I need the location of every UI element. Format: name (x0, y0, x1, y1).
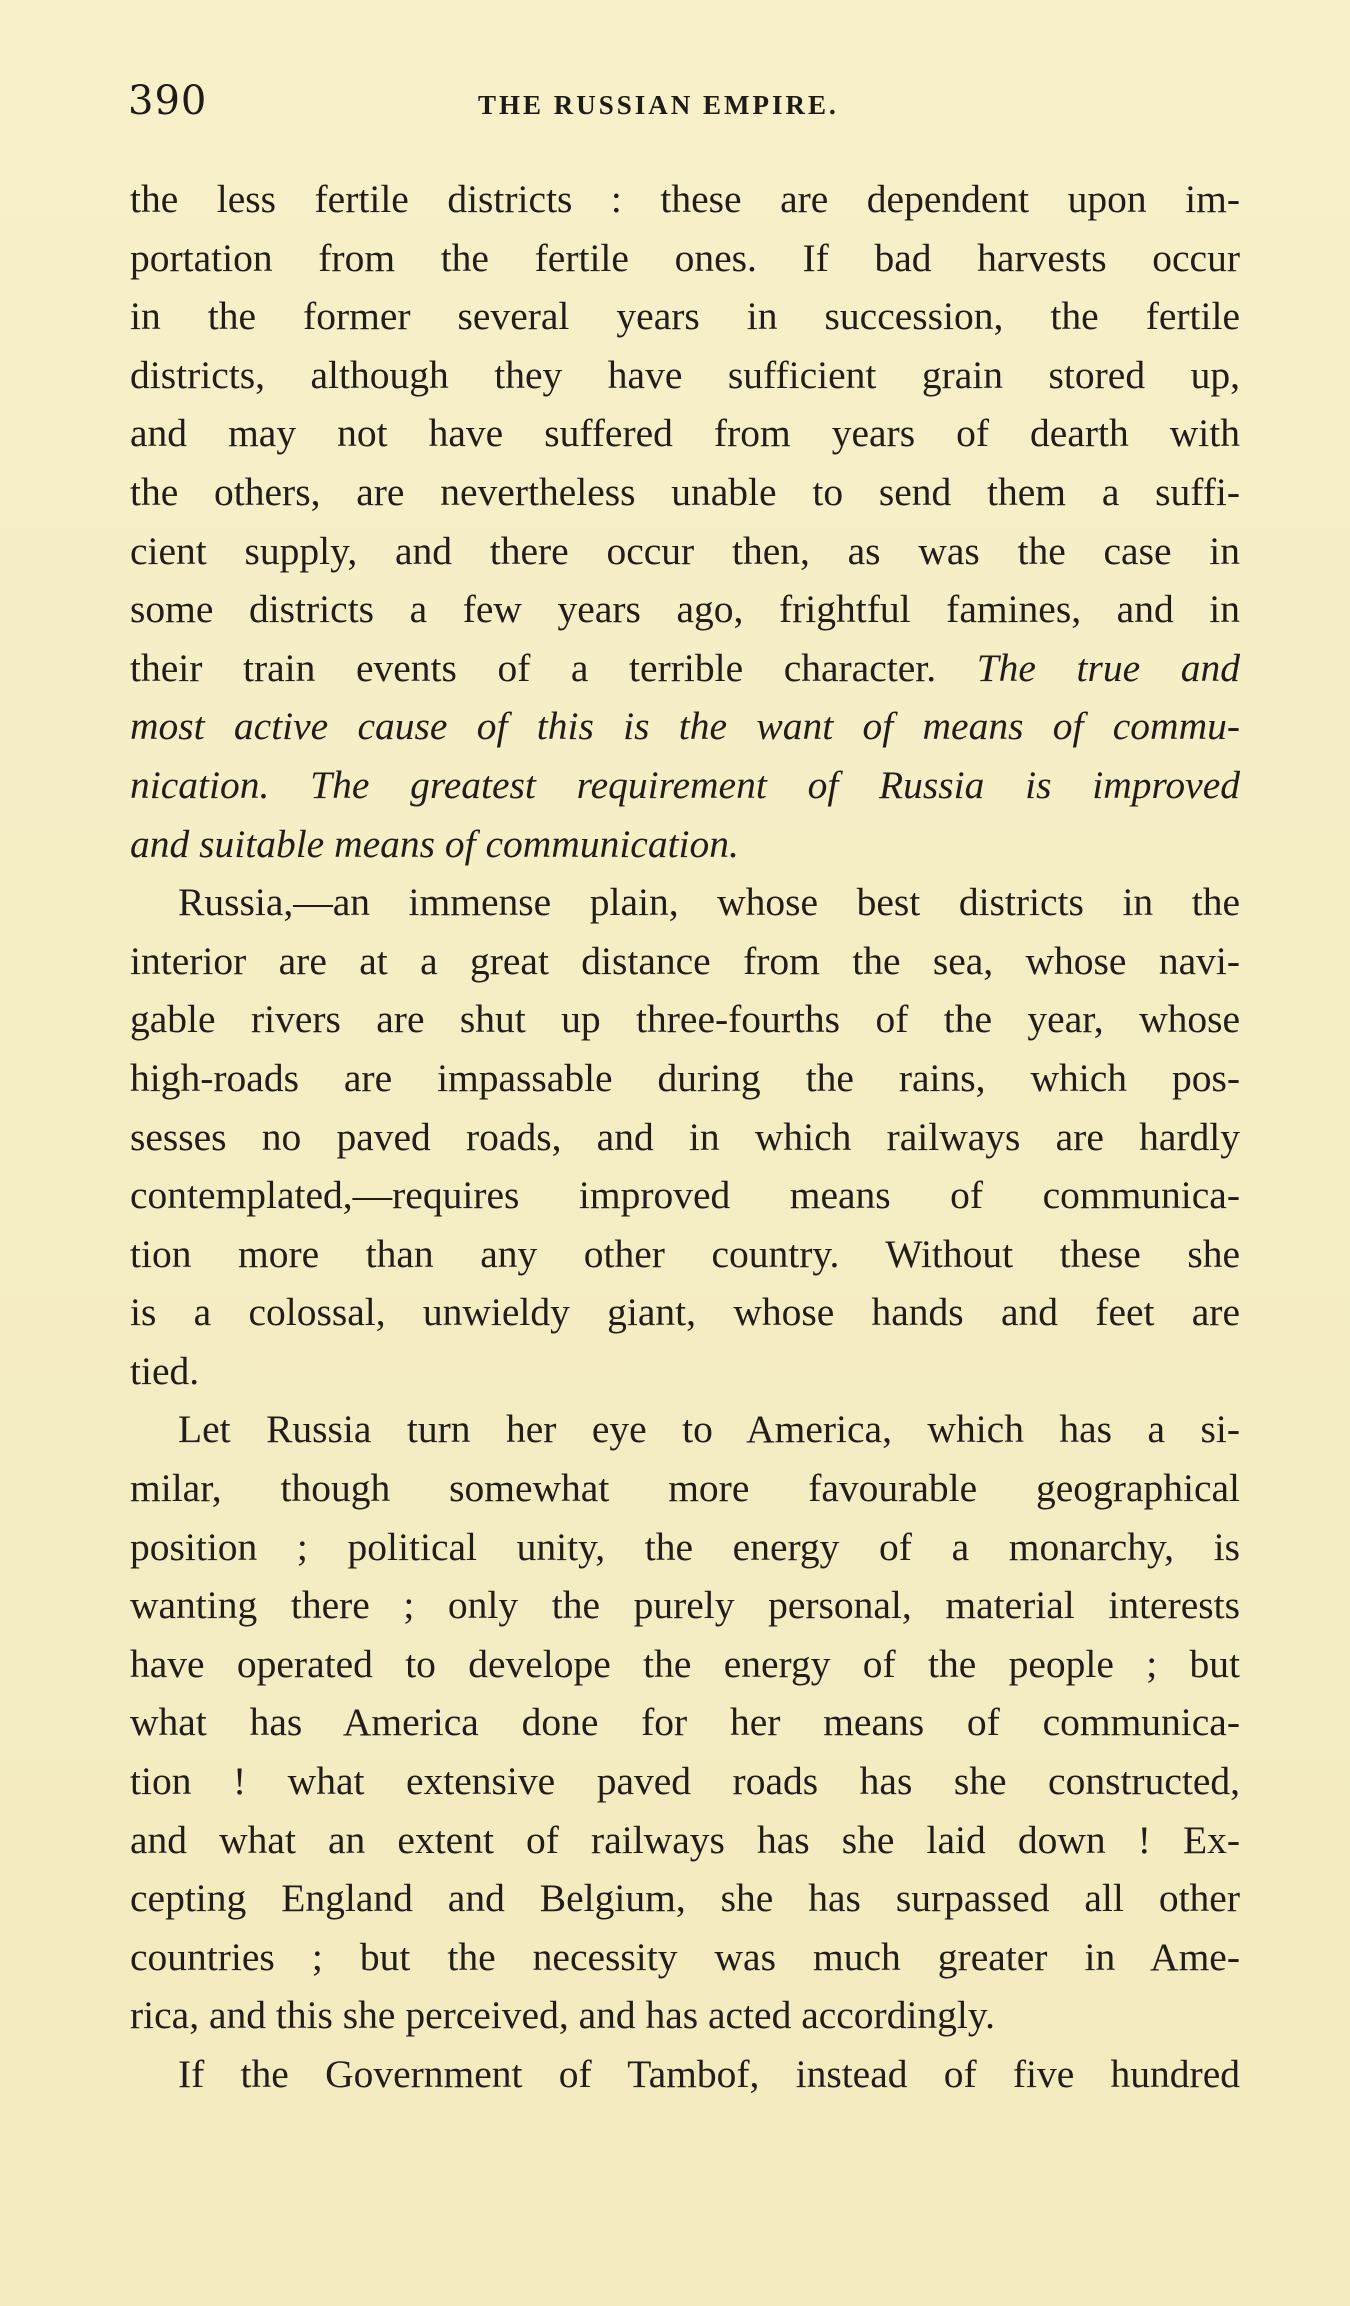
text-line: wanting there ; only the purely personal, material interests (130, 1583, 1240, 1628)
text-line: have operated to develope the energy of the people ; but (130, 1641, 1240, 1686)
italic-line: nication. The greatest requirement of Russia is improved (130, 762, 1240, 807)
text-line: the others, are nevertheless unable to send them a suffi- (130, 469, 1240, 514)
italic-line: and suitable means of communication. (130, 821, 739, 866)
text-line: gable rivers are shut up three-fourths of the year, whose (130, 997, 1240, 1042)
text-line: interior are at a great distance from the sea, whose navi- (130, 938, 1240, 983)
page-number: 390 (128, 78, 208, 124)
italic-line: most active cause of this is the want of means of commu- (130, 704, 1240, 749)
body-text (130, 170, 1240, 2104)
text-line: tion more than any other country. Without these she (130, 1231, 1240, 1276)
text-line: in the former several years in succession, the fertile (130, 294, 1240, 339)
text-line: If the Government of Tambof, instead of five hundred (178, 2052, 1240, 2096)
paragraph (130, 170, 1240, 873)
text-line: position ; political unity, the energy of a monarchy, is (130, 1524, 1240, 1569)
text-line: high-roads are impassable during the rains, which pos- (130, 1055, 1240, 1100)
text-line: districts, although they have sufficient grain stored up, (130, 352, 1240, 397)
italic-segment: The true and (976, 645, 1240, 690)
text-line: is a colossal, unwieldy giant, whose hands and feet are (130, 1290, 1240, 1335)
text-line: and what an extent of railways has she laid down ! Ex- (130, 1817, 1240, 1862)
text-line: Let Russia turn her eye to America, which has a si- (178, 1407, 1240, 1452)
text-line: sesses no paved roads, and in which railways are hardly (130, 1114, 1240, 1159)
paragraph (130, 873, 1240, 1400)
text-line: Russia,—an immense plain, whose best districts in the (178, 880, 1240, 925)
text-line: some districts a few years ago, frightful famines, and in (130, 587, 1240, 632)
text-line: portation from the fertile ones. If bad harvests occur (130, 235, 1240, 280)
text-line: contemplated,—requires improved means of communica- (130, 1173, 1240, 1218)
text-line: tied. (130, 1348, 200, 1393)
text-line: the less fertile districts : these are dependent upon im- (130, 177, 1240, 221)
text-line: rica, and this she perceived, and has acted accordingly. (130, 1993, 995, 2038)
paragraph (130, 1400, 1240, 2045)
text-line: cepting England and Belgium, she has surpassed all other (130, 1876, 1240, 1921)
page-header (128, 78, 1248, 138)
text-line: tion ! what extensive paved roads has she constructed, (130, 1759, 1240, 1804)
text-line: cient supply, and there occur then, as was the case in (130, 528, 1240, 573)
text-line: countries ; but the necessity was much greater in Ame- (130, 1934, 1240, 1979)
text-line-mixed (130, 639, 1240, 698)
text-segment: their train events of a terrible character. (130, 645, 937, 690)
text-line: milar, though somewhat more favourable geographical (130, 1466, 1240, 1511)
text-line: and may not have suffered from years of dearth with (130, 411, 1240, 456)
paragraph (130, 2045, 1240, 2104)
running-head: THE RUSSIAN EMPIRE. (478, 90, 839, 120)
text-line: what has America done for her means of communica- (130, 1700, 1240, 1745)
